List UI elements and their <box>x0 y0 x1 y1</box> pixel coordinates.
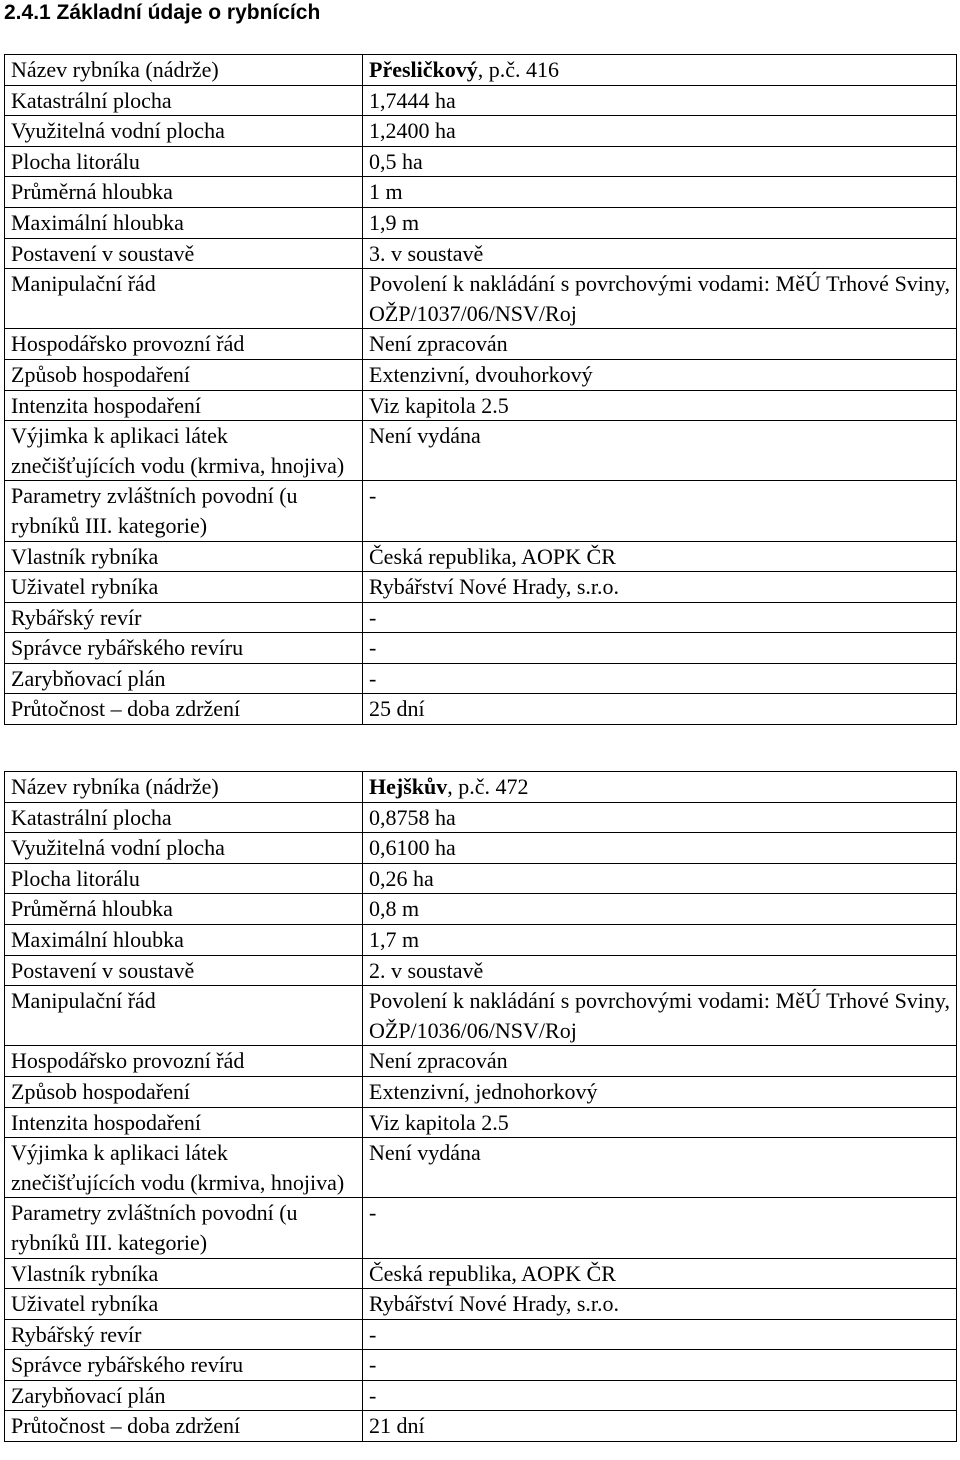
row-label: Využitelná vodní plocha <box>5 116 363 147</box>
table-row <box>5 1076 957 1107</box>
table-row <box>5 207 957 238</box>
row-label: Rybářský revír <box>5 1319 363 1350</box>
row-value: - <box>363 1350 957 1381</box>
row-label: Uživatel rybníka <box>5 572 363 603</box>
row-label: Zarybňovací plán <box>5 1380 363 1411</box>
row-label: Průtočnost – doba zdržení <box>5 1411 363 1442</box>
table-row <box>5 572 957 603</box>
row-label: Využitelná vodní plocha <box>5 833 363 864</box>
row-value: - <box>363 1380 957 1411</box>
table-row <box>5 85 957 116</box>
row-value: 1,7 m <box>363 924 957 955</box>
row-value: Povolení k nakládání s povrchovými vodami: MěÚ Trhové Sviny, OŽP/1036/06/NSV/Roj <box>363 986 957 1046</box>
row-label: Rybářský revír <box>5 602 363 633</box>
table-row <box>5 1319 957 1350</box>
section-heading: 2.4.1 Základní údaje o rybnících <box>4 1 321 24</box>
row-value: Není vydána <box>363 421 957 481</box>
pond-name: Přesličkový <box>369 57 478 82</box>
row-value: Viz kapitola 2.5 <box>363 1107 957 1138</box>
table-row <box>5 1411 957 1442</box>
row-value <box>363 772 957 803</box>
row-value: - <box>363 1319 957 1350</box>
row-label: Intenzita hospodaření <box>5 1107 363 1138</box>
table-row <box>5 694 957 725</box>
row-value: Není zpracován <box>363 1046 957 1077</box>
table-row <box>5 1380 957 1411</box>
table-row <box>5 421 957 481</box>
row-value: Rybářství Nové Hrady, s.r.o. <box>363 1289 957 1320</box>
row-label: Katastrální plocha <box>5 802 363 833</box>
row-value: - <box>363 663 957 694</box>
table-row <box>5 772 957 803</box>
pond-name: Hejškův <box>369 774 448 799</box>
row-label: Název rybníka (nádrže) <box>5 772 363 803</box>
row-label: Plocha litorálu <box>5 146 363 177</box>
row-label: Průtočnost – doba zdržení <box>5 694 363 725</box>
table-row <box>5 955 957 986</box>
row-label: Průměrná hloubka <box>5 894 363 925</box>
row-label: Postavení v soustavě <box>5 955 363 986</box>
table-row <box>5 894 957 925</box>
row-value: 1,9 m <box>363 207 957 238</box>
row-value: 0,8758 ha <box>363 802 957 833</box>
row-label: Způsob hospodaření <box>5 1076 363 1107</box>
row-value: Česká republika, AOPK ČR <box>363 541 957 572</box>
row-value: - <box>363 633 957 664</box>
row-label: Postavení v soustavě <box>5 238 363 269</box>
row-label: Parametry zvláštních povodní (u rybníků III. kategorie) <box>5 1198 363 1258</box>
table-row <box>5 1138 957 1198</box>
row-value: 21 dní <box>363 1411 957 1442</box>
row-label: Způsob hospodaření <box>5 359 363 390</box>
table-row <box>5 541 957 572</box>
row-label: Manipulační řád <box>5 986 363 1046</box>
row-label: Vlastník rybníka <box>5 541 363 572</box>
table-row <box>5 390 957 421</box>
table-row <box>5 802 957 833</box>
row-label: Výjimka k aplikaci látek znečišťujících vodu (krmiva, hnojiva) <box>5 421 363 481</box>
table-row <box>5 1350 957 1381</box>
table-row <box>5 633 957 664</box>
table-row <box>5 329 957 360</box>
row-label: Hospodářsko provozní řád <box>5 1046 363 1077</box>
table-row <box>5 116 957 147</box>
row-value: 0,26 ha <box>363 863 957 894</box>
table-row <box>5 833 957 864</box>
row-value: - <box>363 481 957 541</box>
row-value: 3. v soustavě <box>363 238 957 269</box>
pond-table-2 <box>4 771 957 1442</box>
row-label: Intenzita hospodaření <box>5 390 363 421</box>
row-label: Katastrální plocha <box>5 85 363 116</box>
table-row <box>5 986 957 1046</box>
row-value: Extenzivní, dvouhorkový <box>363 359 957 390</box>
row-value: Povolení k nakládání s povrchovými vodami: MěÚ Trhové Sviny, OŽP/1037/06/NSV/Roj <box>363 269 957 329</box>
table-row <box>5 1198 957 1258</box>
table-row <box>5 481 957 541</box>
table-row <box>5 269 957 329</box>
table-row <box>5 663 957 694</box>
table-row <box>5 1258 957 1289</box>
pond-table-1 <box>4 54 957 725</box>
row-value: 1 m <box>363 177 957 208</box>
parcel-number: , p.č. 472 <box>447 774 529 799</box>
row-label: Manipulační řád <box>5 269 363 329</box>
row-value: 1,7444 ha <box>363 85 957 116</box>
row-label: Maximální hloubka <box>5 924 363 955</box>
table-row <box>5 863 957 894</box>
row-value: Viz kapitola 2.5 <box>363 390 957 421</box>
table-row <box>5 1046 957 1077</box>
row-value: 25 dní <box>363 694 957 725</box>
row-value: 0,5 ha <box>363 146 957 177</box>
row-label: Správce rybářského revíru <box>5 633 363 664</box>
table-row <box>5 924 957 955</box>
row-label: Název rybníka (nádrže) <box>5 55 363 86</box>
table-row <box>5 146 957 177</box>
row-value: Česká republika, AOPK ČR <box>363 1258 957 1289</box>
row-label: Parametry zvláštních povodní (u rybníků III. kategorie) <box>5 481 363 541</box>
row-value: Extenzivní, jednohorkový <box>363 1076 957 1107</box>
table-row <box>5 177 957 208</box>
row-label: Zarybňovací plán <box>5 663 363 694</box>
row-label: Správce rybářského revíru <box>5 1350 363 1381</box>
row-label: Průměrná hloubka <box>5 177 363 208</box>
row-value: - <box>363 1198 957 1258</box>
table-row <box>5 1289 957 1320</box>
parcel-number: , p.č. 416 <box>477 57 560 82</box>
row-label: Maximální hloubka <box>5 207 363 238</box>
table-row <box>5 1107 957 1138</box>
row-value: 0,6100 ha <box>363 833 957 864</box>
row-value: 0,8 m <box>363 894 957 925</box>
row-value: - <box>363 602 957 633</box>
row-value: Není vydána <box>363 1138 957 1198</box>
table-row <box>5 238 957 269</box>
row-label: Uživatel rybníka <box>5 1289 363 1320</box>
row-value: Není zpracován <box>363 329 957 360</box>
row-label: Vlastník rybníka <box>5 1258 363 1289</box>
row-label: Hospodářsko provozní řád <box>5 329 363 360</box>
table-row <box>5 55 957 86</box>
row-value <box>363 55 957 86</box>
table-row <box>5 359 957 390</box>
row-value: 1,2400 ha <box>363 116 957 147</box>
row-label: Plocha litorálu <box>5 863 363 894</box>
row-value: 2. v soustavě <box>363 955 957 986</box>
table-row <box>5 602 957 633</box>
row-value: Rybářství Nové Hrady, s.r.o. <box>363 572 957 603</box>
row-label: Výjimka k aplikaci látek znečišťujících vodu (krmiva, hnojiva) <box>5 1138 363 1198</box>
